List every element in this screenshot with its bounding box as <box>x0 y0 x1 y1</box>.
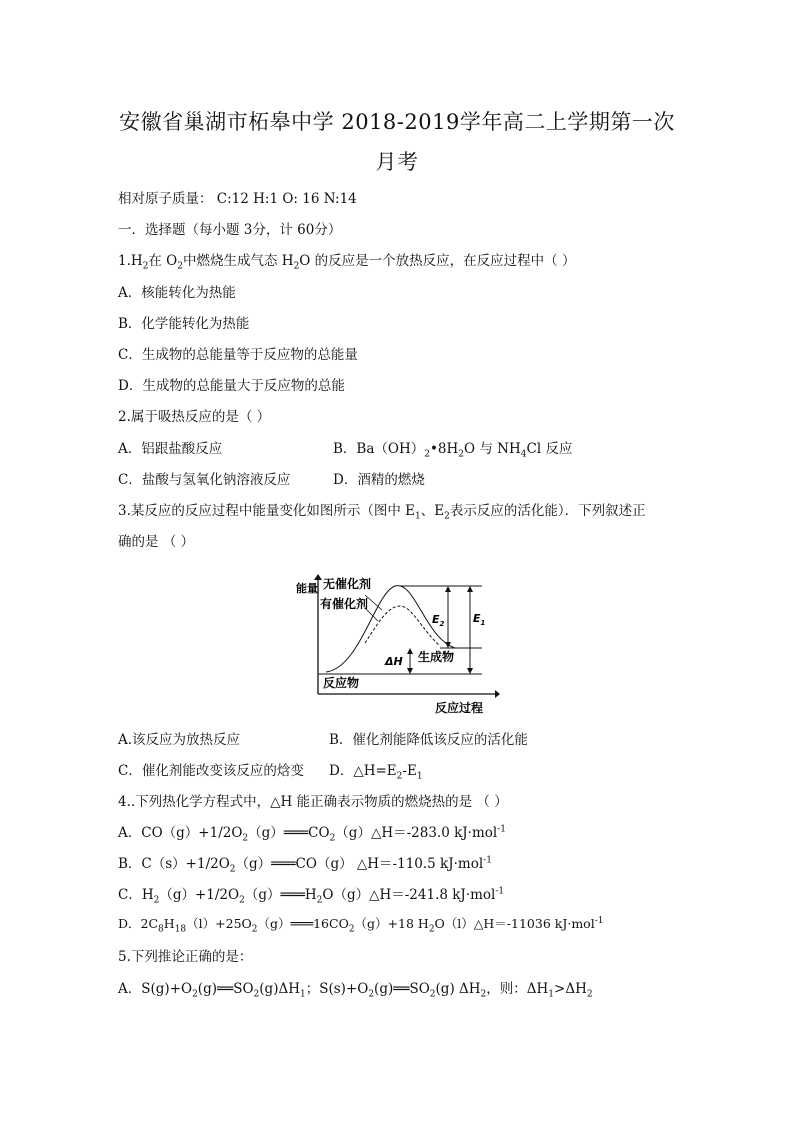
e2-label: $E_2$ <box>432 613 445 628</box>
e1-label: $E_1$ <box>473 612 486 627</box>
question-4-stem: 4..下列热化学方程式中，△H 能正确表示物质的燃烧热的是 （ ） <box>118 794 508 810</box>
page-title-line2: 月考 <box>375 150 419 174</box>
page-title-line1: 安徽省巢湖市柘皋中学 2018-2019学年高二上学期第一次 <box>119 110 675 134</box>
question-3-option-a: A.该反应为放热反应 <box>118 732 241 748</box>
question-2-stem: 2.属于吸热反应的是（ ） <box>118 409 271 425</box>
energy-diagram <box>290 568 500 716</box>
question-3-option-b: B．催化剂能降低该反应的活化能 <box>329 732 528 748</box>
reactants-label: 反应物 <box>323 676 360 690</box>
e2-arrow-head-bottom <box>445 642 451 648</box>
e2-arrow-head-top <box>445 586 451 592</box>
question-1-option-b: B．化学能转化为热能 <box>118 316 250 332</box>
section-heading: 一．选择题（每小题 3分，计 60分） <box>118 222 342 238</box>
question-1-stem: $1.H_2$在 $O_2$中燃烧生成气态 $H_2O$ 的反应是一个放热反应，在反应过程中（ ） <box>118 253 576 272</box>
question-2-option-d: D．酒精的燃烧 <box>333 472 425 488</box>
question-1-option-d: D．生成物的总能量大于反应物的总能 <box>118 378 345 394</box>
question-4-option-b: B．$C(s)+1/2O_2(g)═══CO(g)$ △H＝-110.5 kJ·mol$^{-1}$ <box>118 855 492 875</box>
e1-arrow-head-bottom <box>467 668 473 674</box>
question-3-stem-line2: 确的是 （ ） <box>118 534 195 550</box>
question-4-option-d: D．$2C_8H_{18}(l)+25O_2(g)═══16CO_2(g)+18$ $H_2O(l)\triangle H=-11036$ kJ·mol$^{-1}$ <box>118 915 604 935</box>
question-1-option-c: C．生成物的总能量等于反应物的总能量 <box>118 347 358 363</box>
e1-arrow-head-top <box>467 586 473 592</box>
question-5-stem: 5.下列推论正确的是： <box>118 949 253 965</box>
question-4-option-a: A．$CO(g)+1/2O_2(g)═══CO_2(g)\triangle H=-283.0$ kJ·mol$^{-1}$ <box>118 824 507 844</box>
dh-arrow-head-top <box>407 648 413 654</box>
dh-label: ΔH <box>385 655 403 668</box>
no-catalyst-label: 无催化剂 <box>323 577 372 591</box>
question-1-option-a: A．核能转化为热能 <box>118 285 236 301</box>
products-label: 生成物 <box>418 650 455 664</box>
question-3-option-d: D．$\triangle H=E_2-E_1$ <box>329 763 423 782</box>
dh-arrow-head-bottom <box>407 668 413 674</box>
question-2-option-a: A．铝跟盐酸反应 <box>118 441 223 457</box>
question-5-option-a: A．$S(g)+O_2(g)══SO_2(g)\Delta H_1$；$S(s)+O_2(g)══SO_2(g)$ $\Delta H_2$，则：$\Delta H_1>\Delta H_2$ <box>118 981 593 1000</box>
with-catalyst-label: 有催化剂 <box>320 597 369 611</box>
x-axis-arrow <box>495 690 500 698</box>
question-3-stem-line1: 3.某反应的反应过程中能量变化如图所示（图中 $E_1$、$E_2$表示反应的活化能）．下列叙述正 <box>118 503 646 522</box>
question-3-option-c: C．催化剂能改变该反应的焓变 <box>118 763 304 779</box>
catalyst-curve <box>365 606 440 646</box>
y-axis-arrow <box>314 574 322 580</box>
atomic-masses: 相对原子质量： C:12 H:1 O: 16 N:14 <box>118 191 357 207</box>
question-4-option-c: C．$H_2(g)+1/2O_2(g)═══H_2O(g)\triangle H=-241.8$ kJ·mol$^{-1}$ <box>118 886 505 906</box>
y-axis-label-1: 能量 <box>296 582 318 595</box>
question-2-option-b: B．$Ba(OH)_2•8H_2O$ 与 $NH_4Cl$ 反应 <box>333 441 573 460</box>
question-2-option-c: C．盐酸与氢氧化钠溶液反应 <box>118 472 291 488</box>
x-axis-label: 反应过程 <box>435 701 484 715</box>
